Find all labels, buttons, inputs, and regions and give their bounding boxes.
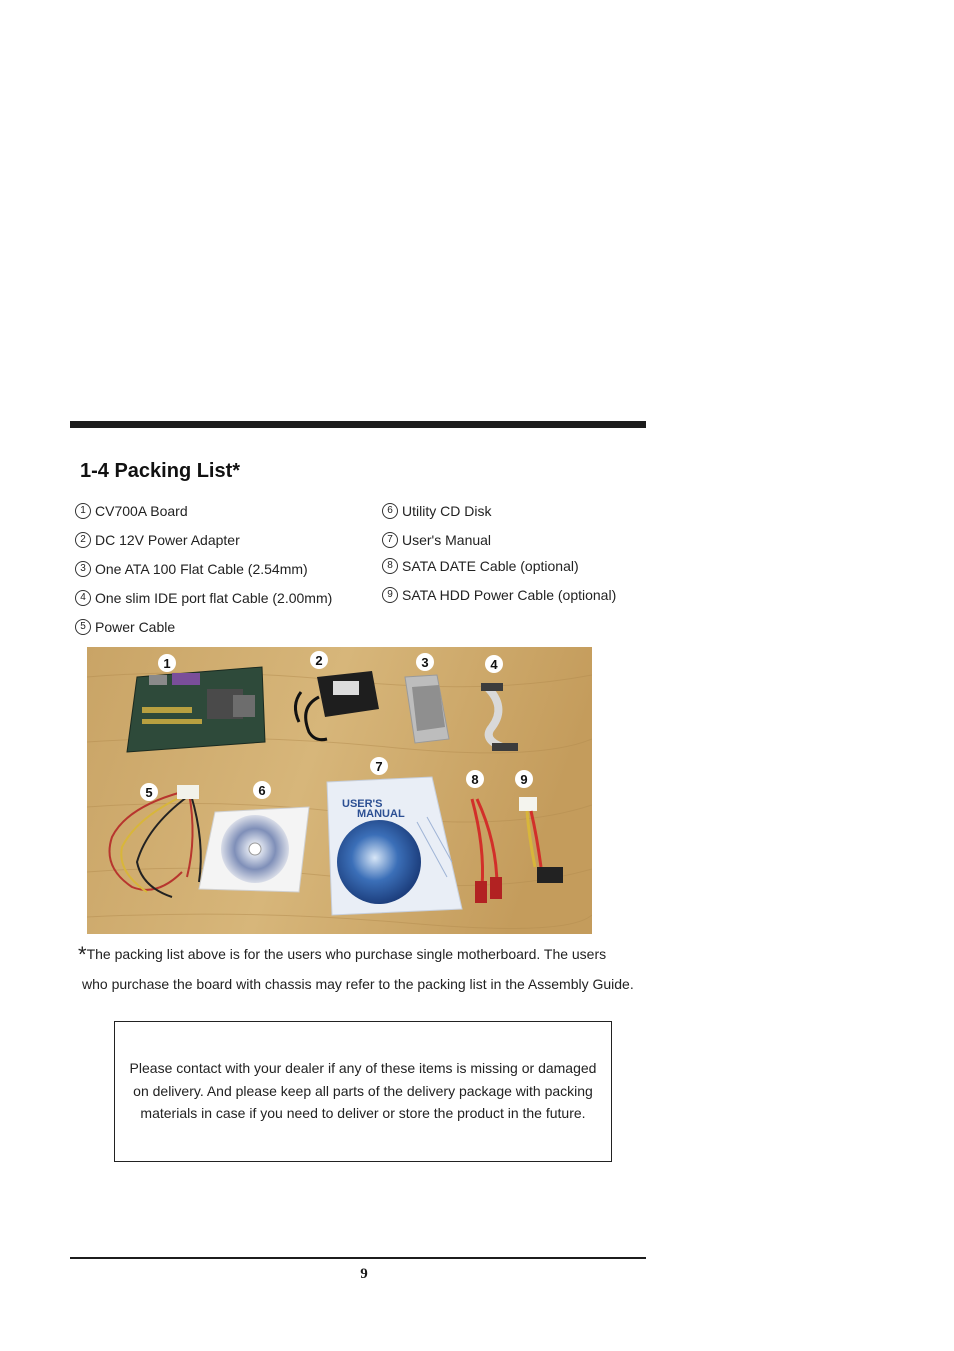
circled-number-6: 6: [382, 503, 398, 519]
packing-item-label: One ATA 100 Flat Cable (2.54mm): [95, 561, 308, 577]
svg-text:9: 9: [520, 772, 528, 787]
packing-item-label: One slim IDE port flat Cable (2.00mm): [95, 590, 333, 606]
packing-item-5: [75, 619, 175, 635]
circled-number-5: 5: [75, 619, 91, 635]
svg-text:4: 4: [490, 657, 498, 672]
packing-item-4: [75, 590, 332, 606]
svg-text:2: 2: [315, 653, 323, 668]
packing-item-8: [382, 558, 579, 574]
page-number: 9: [360, 1266, 368, 1282]
circled-number-3: 3: [75, 561, 91, 577]
packing-contents-illustration: [87, 647, 592, 934]
manual-cover-title-line2: MANUAL: [357, 808, 405, 820]
circled-number-2: 2: [75, 532, 91, 548]
packing-item-label: DC 12V Power Adapter: [95, 532, 240, 548]
packing-item-label: CV700A Board: [95, 503, 188, 519]
packing-item-7: [382, 532, 491, 548]
svg-text:1: 1: [163, 656, 171, 671]
photo-marker-9: [515, 770, 533, 788]
photo-marker-8: [466, 770, 484, 788]
packing-item-label: Power Cable: [95, 619, 176, 635]
section-title: 1-4 Packing List*: [80, 460, 241, 482]
packing-item-2: [75, 532, 240, 548]
footnote-line-2: who purchase the board with chassis may refer to the packing list in the Assembly Guide.: [82, 976, 634, 992]
circled-number-8: 8: [382, 558, 398, 574]
packing-item-1: [75, 503, 188, 519]
photo-marker-2: [310, 651, 328, 669]
svg-text:6: 6: [258, 783, 266, 798]
notice-line-1: Please contact with your dealer if any of these items is missing or damaged: [129, 1060, 597, 1076]
svg-text:3: 3: [421, 655, 429, 670]
svg-text:8: 8: [471, 772, 479, 787]
photo-marker-6: [253, 781, 271, 799]
packing-item-label: Utility CD Disk: [402, 503, 492, 519]
packing-item-label: User's Manual: [402, 532, 492, 548]
footer-rule: [70, 1257, 646, 1259]
svg-text:7: 7: [375, 759, 383, 774]
footnote-asterisk: *: [78, 942, 87, 967]
footnote-line-1: [78, 942, 606, 968]
footnote-text-1: The packing list above is for the users who purchase single motherboard. The users: [86, 946, 607, 962]
circled-number-4: 4: [75, 590, 91, 606]
svg-text:5: 5: [145, 785, 153, 800]
notice-box: [114, 1021, 612, 1162]
photo-marker-7: [370, 757, 388, 775]
packing-item-3: [75, 561, 308, 577]
photo-marker-5: [140, 783, 158, 801]
notice-line-2: on delivery. And please keep all parts of the delivery package with packing: [133, 1083, 593, 1099]
manual-cover-title-line1: USER'S: [342, 798, 383, 810]
packing-item-9: [382, 587, 616, 603]
packing-item-6: [382, 503, 491, 519]
packing-item-label: SATA HDD Power Cable (optional): [402, 587, 617, 603]
notice-line-3: materials in case if you need to deliver or store the product in the future.: [140, 1105, 586, 1121]
circled-number-7: 7: [382, 532, 398, 548]
packing-contents-photo: [87, 647, 592, 934]
photo-marker-4: [485, 655, 503, 673]
circled-number-9: 9: [382, 587, 398, 603]
packing-item-label: SATA DATE Cable (optional): [402, 558, 579, 574]
section-top-rule: [70, 421, 646, 428]
circled-number-1: 1: [75, 503, 91, 519]
photo-marker-1: [158, 654, 176, 672]
photo-marker-3: [416, 653, 434, 671]
